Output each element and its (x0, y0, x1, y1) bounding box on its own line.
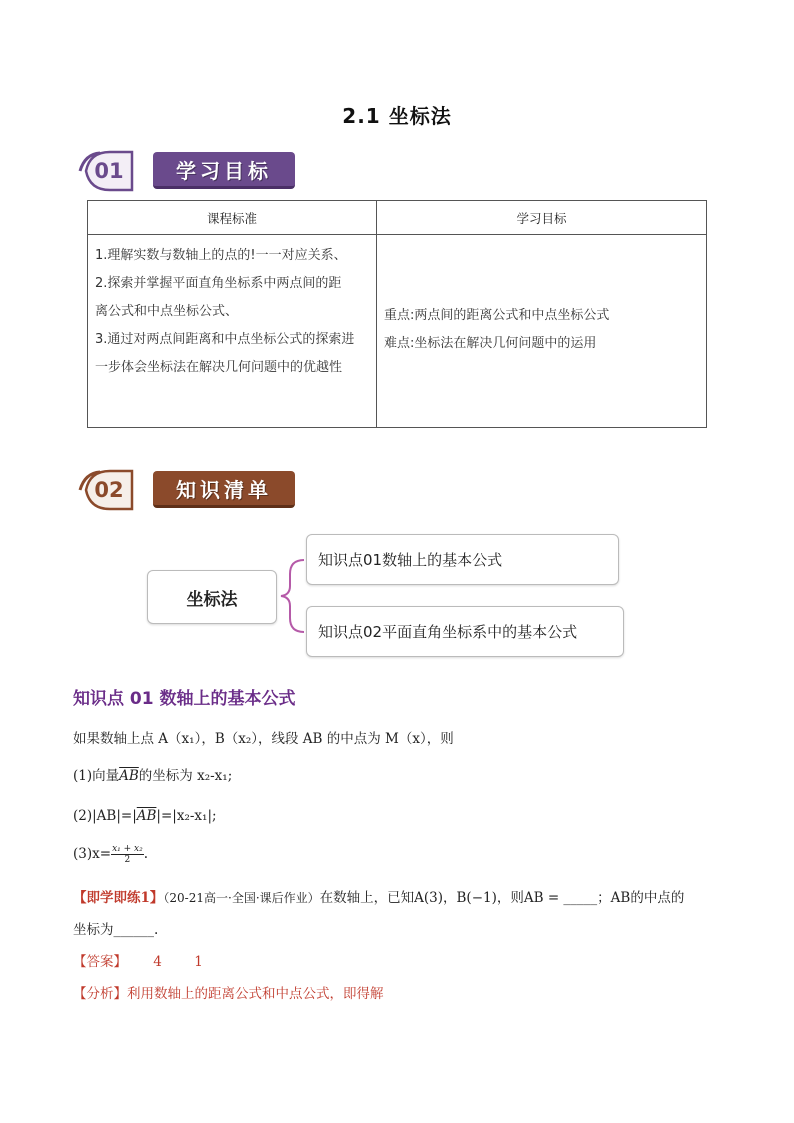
section-header-goals (76, 148, 306, 194)
table-header-goals: 学习目标 (377, 201, 707, 235)
mindmap-child-label: 知识点02平面直角坐标系中的基本公式 (318, 623, 578, 641)
goal-line: 难点:坐标法在解决几何问题中的运用 (384, 336, 597, 351)
standard-line: 一步体会坐标法在解决几何问题中的优越性 (95, 360, 343, 375)
section-number: 02 (94, 478, 124, 502)
exercise-source: （20-21高一·全国·课后作业） (163, 891, 320, 905)
goal-line: 重点:两点间的距离公式和中点坐标公式 (384, 308, 610, 323)
mindmap-root-label: 坐标法 (186, 589, 238, 610)
standards-cell (88, 235, 377, 428)
analysis-tag: 【分析】 (73, 986, 127, 1002)
standard-line: 1.理解实数与数轴上的点的!一一对应关系、 (95, 248, 347, 263)
goals-cell (377, 235, 707, 428)
kp1-item-3: (3)x= $\frac{\text{x₁ + x₂}}{2}$ . (73, 844, 148, 865)
vector-ab: $\overline{AB}$ (136, 808, 157, 824)
knowledge-point-heading: 知识点 01 数轴上的基本公式 (73, 689, 296, 709)
section-banner: 知识清单 (153, 471, 295, 508)
section-header-knowledge (76, 467, 306, 513)
mindmap-child-2 (306, 606, 624, 657)
midpoint-fraction: $\frac{\text{x₁ + x₂}}{2}$ (112, 844, 143, 865)
mindmap-root (147, 570, 277, 624)
goals-table (87, 200, 707, 428)
standard-line: 离公式和中点坐标公式、 (95, 304, 239, 319)
answer-line (73, 950, 203, 970)
kp1-item-1: (1)向量$\overline{AB}$的坐标为 x₂-x₁; (73, 768, 233, 784)
analysis-text: 利用数轴上的距离公式和中点公式，即得解 (127, 986, 384, 1002)
page-title: 2.1 坐标法 (342, 104, 452, 128)
kp1-intro: 如果数轴上点 A（x₁），B（x₂），线段 AB 的中点为 M（x），则 (73, 731, 454, 747)
answer-value: 4 (153, 954, 162, 970)
kp1-item-2: $(2)|AB|=|\overline{AB}|=|x_2-x_1|$; (73, 808, 217, 824)
table-header-standards: 课程标准 (88, 201, 377, 235)
standard-line: 2.探索并掌握平面直角坐标系中两点间的距 (95, 276, 342, 291)
mindmap-brace (276, 556, 310, 636)
answer-value: 1 (194, 954, 203, 970)
exercise-line-2: 坐标为______. (73, 922, 159, 938)
exercise-line-1 (73, 886, 684, 906)
analysis-line (73, 982, 384, 1002)
mindmap-child-label: 知识点01数轴上的基本公式 (318, 551, 503, 569)
exercise-tag: 【即学即练1】 (73, 890, 164, 906)
section-number: 01 (94, 159, 124, 183)
mindmap-child-1 (306, 534, 619, 585)
answer-tag: 【答案】 (73, 954, 127, 970)
vector-ab: $\overline{AB}$ (119, 768, 139, 784)
exercise-text: 在数轴上，已知A(3)，B(−1)，则AB = _____；AB的中点的 (319, 890, 685, 906)
section-banner: 学习目标 (153, 152, 295, 189)
standard-line: 3.通过对两点间距离和中点坐标公式的探索进 (95, 332, 355, 347)
